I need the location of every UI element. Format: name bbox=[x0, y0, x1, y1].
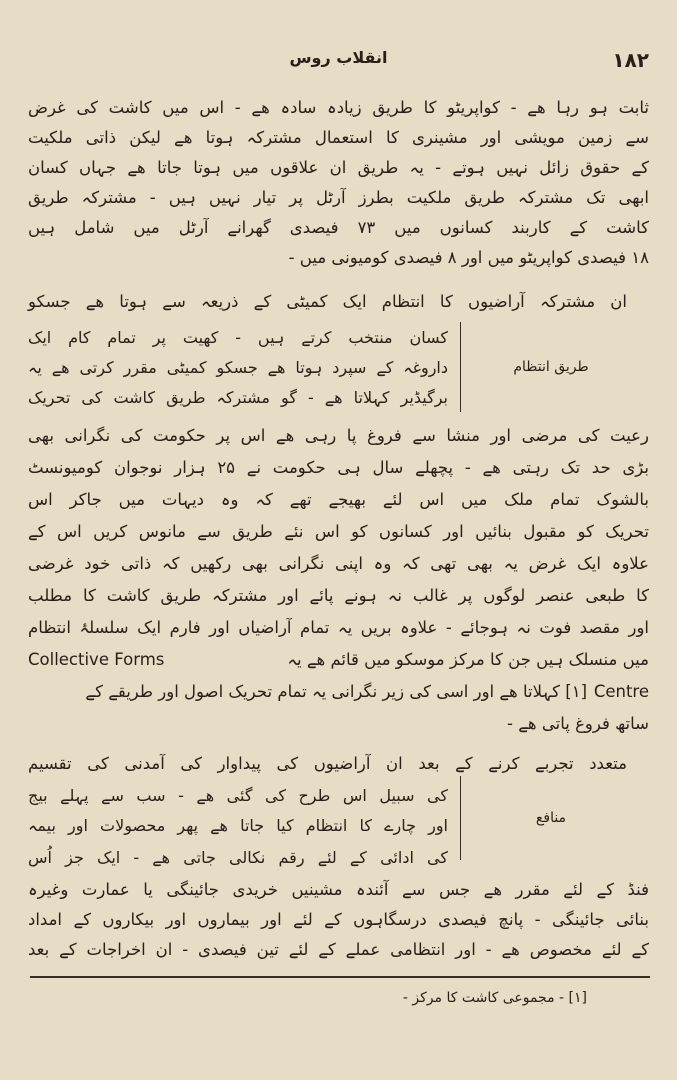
page-number: ١٨٢ bbox=[612, 48, 649, 72]
page-header bbox=[0, 48, 677, 78]
text-line: اور چارے کا انتظام کیا جاتا ھے پھر محصولات اور بیمہ bbox=[28, 816, 448, 835]
text-line: کسان منتخب کرتے ہیں - کھیت پر تمام کام ایک bbox=[28, 328, 448, 347]
text-line: متعدد تجربے کرنے کے بعد ان آراضیوں کی پیداوار کی آمدنی کی تقسیم bbox=[28, 754, 627, 773]
text-line: کی ادائی کے لئے رقم نکالی جاتی ھے - ایک جز اُس bbox=[28, 848, 448, 867]
running-title: انقلاب روس bbox=[289, 48, 388, 67]
side-note-box bbox=[460, 322, 641, 412]
urdu-segment: میں منسلک ہیں جن کا مرکز موسکو میں قائم ھے یہ bbox=[287, 650, 649, 669]
text-line: کی سبیل اس طرح کی گئی ھے - سب سے پہلے بیج bbox=[28, 786, 448, 805]
urdu-segment: [۱] کہلاتا ھے اور اسی کی زیر نگرانی یہ تمام تحریک اصول اور طریقے کے bbox=[85, 682, 587, 701]
footnote-rule bbox=[30, 976, 650, 978]
side-note-box bbox=[460, 776, 641, 860]
text-line: برگیڈیر کہلاتا ھے - گو مشترکہ طریق کاشت کی تحریک bbox=[28, 388, 448, 407]
text-line: رعیت کی مرضی اور منشا سے فروغ پا رہی ھے اس پر حکومت کی نگرانی بھی bbox=[28, 426, 649, 445]
english-term: Centre bbox=[593, 682, 649, 701]
text-line: ابھی تک مشترکہ طریق ملکیت بطرز آرٹل پر تیار نہیں ہیں - مشترکہ طریق bbox=[28, 188, 649, 207]
text-line: بڑی حد تک رہتی ھے - پچھلے سال ہی حکومت نے ۲۵ ہزار نوجوان کومیونسٹ bbox=[28, 458, 650, 477]
text-line: داروغہ کے سپرد ہوتا ھے جسکو کمیٹی مقرر کرتی ھے یہ bbox=[28, 358, 448, 377]
text-line: کاشت کے کاربند کسانوں میں ۷۳ فیصدی گھرانے آرٹل میں شامل ہیں bbox=[28, 218, 650, 237]
text-line: اور مقصد فوت نہ ہوجائے - علاوہ بریں یہ تمام آراضیاں اور فارم ایک سلسلۂ انتظام bbox=[28, 618, 649, 637]
text-line: ثابت ہو رہا ھے - کواپریٹو کا طریق زیادہ سادہ ھے - اس میں کاشت کی غرض bbox=[28, 98, 649, 117]
text-line: علاوہ ایک غرض یہ بھی تھی کہ وہ اپنی نگرانی بھی رکھیں کہ ذاتی خود غرضی bbox=[28, 554, 649, 573]
text-line: کے حقوق زائل نہیں ہوتے - یہ طریق ان علاقوں میں ہوتا جاتا ھے جہاں کسان bbox=[28, 158, 649, 177]
side-note-label: طریق انتظام bbox=[513, 359, 589, 375]
text-line: ساتھ فروغ پاتی ھے - bbox=[507, 714, 649, 733]
text-line: تحریک کو مقبول بنائیں اور کسانوں کو اس نئے طریق سے مانوس کریں اس کے bbox=[28, 522, 649, 541]
english-term: Collective Forms bbox=[28, 650, 165, 669]
text-line-mixed bbox=[28, 648, 649, 672]
text-line: فنڈ کے لئے مقرر ھے جس سے آئندہ مشینیں خریدی جائینگی یا عمارت وغیرہ bbox=[28, 880, 649, 899]
text-line: بنائی جائینگی - پانچ فیصدی درسگاہوں کے لئے اور بیماروں اور بیکاروں کے امداد bbox=[28, 910, 649, 929]
side-note-label: منافع bbox=[535, 810, 567, 826]
text-line: ان مشترکہ آراضیوں کا انتظام ایک کمیٹی کے ذریعہ سے ہوتا ھے جسکو bbox=[28, 292, 627, 311]
text-line: سے زمین مویشی اور مشینری کا استعمال مشترکہ ہوتا ھے لیکن ذاتی ملکیت bbox=[28, 128, 649, 147]
footnote: [۱] - مجموعی کاشت کا مرکز - bbox=[402, 990, 587, 1006]
text-line: کا طبعی عنصر لوگوں پر غالب نہ ہونے پائے اور مشترکہ طریق کاشت کا مطلب bbox=[28, 586, 649, 605]
text-line: ۱۸ فیصدی کواپریٹو میں اور ۸ فیصدی کومیونی میں - bbox=[288, 248, 649, 267]
text-line: کے لئے مخصوص ھے - اور انتظامی عملے کے لئے تین فیصدی - ان اخراجات کے بعد bbox=[28, 940, 649, 959]
text-line: بالشوک تمام ملک میں اس لئے بھیجے تھے کہ وہ دیہات میں جاکر اس bbox=[28, 490, 649, 509]
